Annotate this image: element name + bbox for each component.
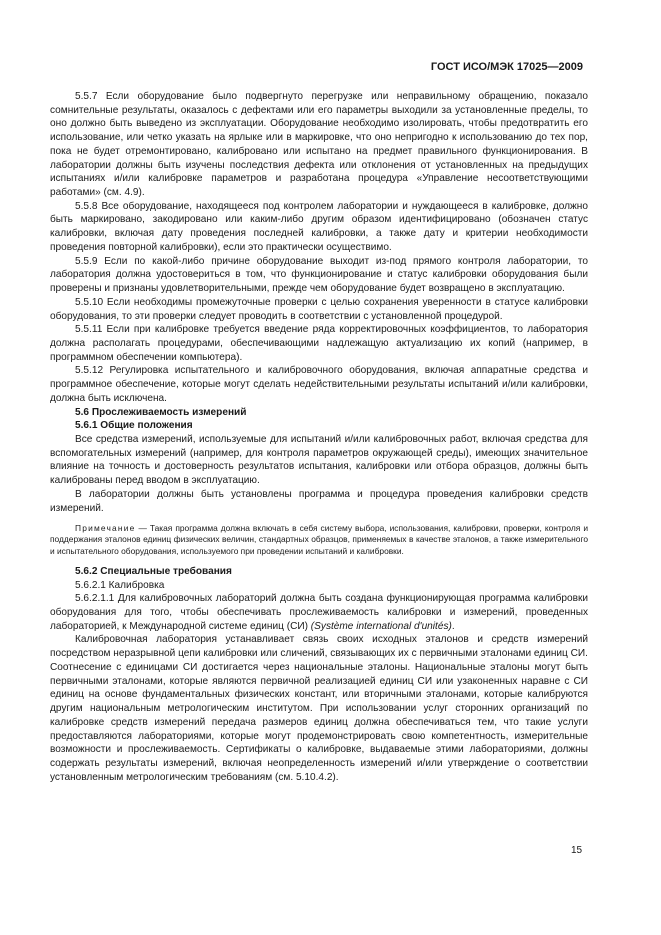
clause-5-5-7: 5.5.7 Если оборудование было подвергнуто перегрузке или неправильному обращению, показало сомнительные результаты, оказалось с дефектами или его параметры выходили за установленные пределы, то оно должно быть выведено из эксплуатации. Оборудование необходимо изолировать, чтобы предотвратить его использование, или четко указать на ярлыке или в маркировке, что оно непригодно к использованию до тех пор, пока не будет отремонтировано, калибровано или испытано на предмет правильного функционирования. В лаборатории должны быть изучены последствия дефекта или отклонения от установленных на предыдущих испытаниях и/или калибровке параметров и разработана процедура «Управление несоответствующими работами» (см. 4.9). (50, 91, 588, 199)
clause-5-5-12: 5.5.12 Регулировка испытательного и калибровочного оборудования, включая аппаратные средства и программное обеспечение, которые могут сделать недействительными результаты испытаний и/или калибровки, должна быть исключена. (50, 365, 588, 404)
clause-5-6-2-1-1-p2: Калибровочная лаборатория устанавливает связь своих исходных эталонов и средств измерений посредством неразрывной цепи калибровки или сличений, связывающих их с первичными эталонами единиц СИ. Соотнесение с единицами СИ достигается через национальные эталоны. Национальные эталоны могут быть первичными эталонами, которые являются первичной реализацией единиц СИ или узаконенных наравне с СИ единиц на основе фундаментальных физических констант, или вторичными эталонами, которые калибруются другим национальным метрологическим институтом. При использовании услуг сторонних организаций по калибровке средств измерений передача размеров единиц должна обеспечиваться тем, что такие услуги предоставляются лабораториями, которые могут продемонстрировать свою компетентность, измерительные возможности и прослеживаемость. Сертификаты о калибровке, выдаваемые этими лабораториями, должны содержать результаты измерений, включая неопределенность измерений и/или утверждение о соответствии установленным метрологическим требованиям (см. 5.10.4.2). (50, 634, 588, 783)
note-label: Примечание (75, 523, 136, 534)
clause-5-6-2-1-1-end: . (451, 620, 455, 632)
note-text: — Такая программа должна включать в себя систему выбора, использования, калибровки, проверки, контроля и поддержания эталонов единиц физических величин, стандартных образцов, применяемых в качестве эталонов, а также измерительного и испытательного оборудования, используемого при проведении испытаний и калибровки. (50, 523, 588, 556)
clause-5-6-2-1-1 (50, 592, 588, 633)
clause-5-6-1-p1: Все средства измерений, используемые для испытаний и/или калибровочных работ, включая средства для вспомогательных измерений (например, для контроля параметров окружающей среды), имеющих значительное влияние на точность и достоверность результатов испытания, калибровки или отбора образцов, должны быть калиброваны перед вводом в эксплуатацию. (50, 433, 588, 487)
page-number: 15 (571, 845, 583, 856)
si-french-name: (Système international d'unités) (310, 620, 452, 632)
clause-5-5-11: 5.5.11 Если при калибровке требуется введение ряда корректировочных коэффициентов, то лаборатория должна располагать процедурами, обеспечивающими надлежащую актуализацию их копий (например, в программном обеспечении компьютера). (50, 324, 588, 363)
clause-5-5-8: 5.5.8 Все оборудование, находящееся под контролем лаборатории и нуждающееся в калибровке, должно быть маркировано, закодировано или каким-либо другим образом идентифицировано (обозначен статус калибровки, включая дату проведения последней калибровки, а также дату и критерии необходимости проведения повторной калибровки), если это практически осуществимо. (50, 200, 588, 253)
clause-5-5-9: 5.5.9 Если по какой-либо причине оборудование выходит из-под прямого контроля лаборатории, то лаборатория должна удостовериться в том, что функционирование и статус калибровки оборудования были проверены и признаны удовлетворительными, прежде чем оборудование будет возвращено в эксплуатацию. (50, 255, 588, 295)
clause-5-6-1-p2: В лаборатории должны быть установлены программа и процедура проведения калибровки средств измерений. (50, 488, 588, 514)
clause-5-5-10: 5.5.10 Если необходимы промежуточные проверки с целью сохранения уверенности в статусе калибровки оборудования, то эти проверки следует проводить в соответствии с установленной процедурой. (50, 296, 588, 322)
page-header: ГОСТ ИСО/МЭК 17025—2009 (430, 61, 583, 73)
document-body (50, 90, 588, 784)
subsection-heading-5-6-1: 5.6.1 Общие положения (75, 420, 193, 432)
section-heading-5-6: 5.6 Прослеживаемость измерений (75, 406, 247, 418)
note (50, 523, 588, 557)
clause-5-6-2-1-1-text: 5.6.2.1.1 Для калибровочных лабораторий должна быть создана функционирующая программа калибровки оборудования для того, чтобы обеспечивать прослеживаемость калибровки и измерений, проведенных лабораторией, к Международной системе единиц (СИ) (50, 593, 588, 632)
subsection-heading-5-6-2: 5.6.2 Специальные требования (75, 565, 232, 577)
clause-5-6-2-1-heading: 5.6.2.1 Калибровка (75, 579, 165, 591)
